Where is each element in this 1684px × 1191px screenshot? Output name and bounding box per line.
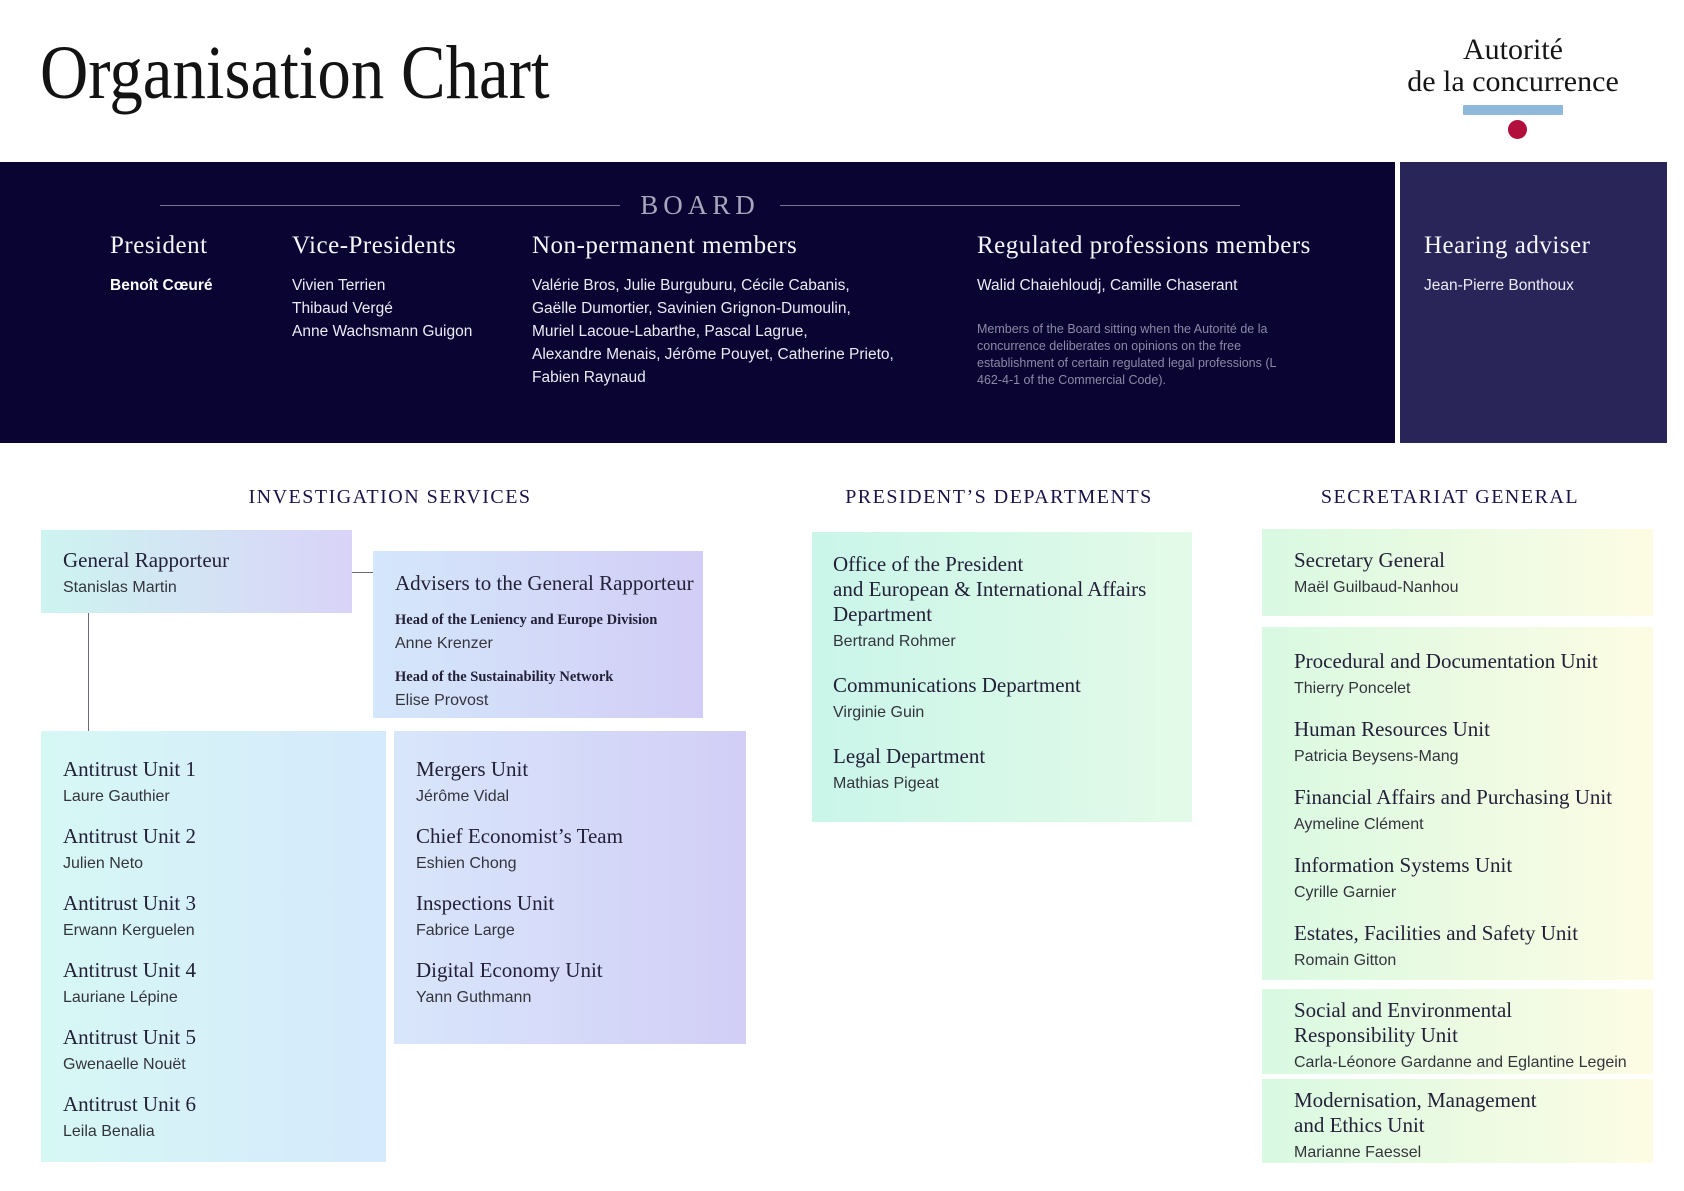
unit-head-name: Aymeline Clément [1294,816,1424,833]
advisers-box [373,551,703,718]
department-title: Communications Department [833,673,1081,697]
department-title: Legal Department [833,744,986,768]
title-line: and European & International Affairs [833,577,1147,601]
unit-head-name: Cyrille Garnier [1294,884,1397,901]
member-name: Muriel Lacoue-Labarthe, Pascal Lagrue, [532,323,808,340]
logo-dot-icon [1508,120,1527,139]
unit-entry [416,958,746,1007]
department-entry [833,552,1174,651]
member-name: Gaëlle Dumortier, Savinien Grignon-Dumoulin, [532,300,851,317]
section-header-investigation-services: INVESTIGATION SERVICES [248,486,532,508]
unit-title: Antitrust Unit 5 [63,1025,197,1049]
other-units-box [394,731,746,1044]
section-header-presidents-departments: PRESIDENT’S DEPARTMENTS [845,486,1153,508]
title-line: Office of the President [833,552,1024,576]
member-name: Walid Chaiehloudj, Camille Chaserant [977,277,1238,294]
board-column-non-permanent [532,232,894,389]
board-rule-left [160,205,620,206]
board-label: BOARD [640,190,760,220]
title-line: and Ethics Unit [1294,1113,1425,1137]
board-column-president [110,232,212,297]
unit-title: Antitrust Unit 1 [63,757,197,781]
member-name: Alexandre Menais, Jérôme Pouyet, Catherine Prieto, [532,346,894,363]
department-head-name: Virginie Guin [833,704,925,721]
unit-title: Antitrust Unit 6 [63,1092,197,1116]
column-heading: Hearing adviser [1424,232,1591,259]
unit-head-name: Thierry Poncelet [1294,680,1411,697]
member-name: Anne Wachsmann Guigon [292,323,473,340]
unit-entry [1294,921,1653,970]
role-title: Head of the Leniency and Europe Division [395,612,658,628]
department-head-name: Bertrand Rohmer [833,633,956,650]
unit-head-name: Patricia Beysens-Mang [1294,748,1459,765]
regulated-professions-note: Members of the Board sitting when the Autorité de la concurrence deliberates on opinions on the free establishment of certain regulated legal professions (L 462-4-1 of the Commercial Code). [977,322,1277,387]
column-heading: Non-permanent members [532,232,798,259]
unit-title [1294,998,1653,1048]
unit-head-name: Anne Krenzer [395,635,493,652]
adviser-role [395,612,703,653]
column-names [110,274,212,297]
unit-title: General Rapporteur [63,548,230,572]
title-line: Social and Environmental [1294,998,1513,1022]
unit-entry [1294,717,1653,766]
unit-head-name: Maël Guilbaud-Nanhou [1294,579,1459,596]
unit-entry [416,824,746,873]
page-title: Organisation Chart [40,31,550,115]
unit-head-name: Leila Benalia [63,1123,155,1140]
department-head-name: Mathias Pigeat [833,775,939,792]
unit-head-name: Lauriane Lépine [63,989,178,1006]
title-line: Responsibility Unit [1294,1023,1458,1047]
adviser-role [395,669,703,710]
unit-entry [63,757,386,806]
unit-head-name: Julien Neto [63,855,144,872]
unit-entry [63,958,386,1007]
presidents-departments-box [812,532,1192,822]
unit-head-name: Laure Gauthier [63,788,170,805]
hearing-adviser-content [1424,232,1590,297]
unit-title: Procedural and Documentation Unit [1294,649,1598,673]
connector-rapporteur-advisers [352,572,373,573]
unit-entry [1294,785,1653,834]
member-name: Thibaud Vergé [292,300,393,317]
unit-title: Human Resources Unit [1294,717,1490,741]
unit-title: Financial Affairs and Purchasing Unit [1294,785,1613,809]
column-names [1424,274,1590,297]
unit-head-name: Marianne Faessel [1294,1144,1422,1161]
column-names [292,274,472,343]
member-name: Valérie Bros, Julie Burguburu, Cécile Cabanis, [532,277,850,294]
title-line: Department [833,602,933,626]
antitrust-units-box [41,731,386,1162]
unit-head-name: Eshien Chong [416,855,517,872]
general-rapporteur-box [41,530,352,613]
unit-entry [63,891,386,940]
unit-title: Chief Economist’s Team [416,824,623,848]
logo-line1: Autorité [1463,33,1563,66]
column-heading: Vice-Presidents [292,232,457,259]
unit-title: Secretary General [1294,548,1445,572]
role-title: Head of the Sustainability Network [395,669,614,685]
unit-entry [1294,649,1653,698]
unit-entry [63,1025,386,1074]
unit-head-name: Gwenaelle Nouët [63,1056,186,1073]
title-line: Modernisation, Management [1294,1088,1537,1112]
secretary-general-box [1262,529,1653,616]
unit-entry [63,1092,386,1141]
section-header-secretariat-general: SECRETARIAT GENERAL [1320,486,1580,508]
unit-title: Estates, Facilities and Safety Unit [1294,921,1579,945]
unit-head-name: Stanislas Martin [63,579,177,596]
member-name: Benoît Cœuré [110,277,213,294]
unit-entry [416,891,746,940]
unit-entry [1294,853,1653,902]
connector-rapporteur-units [88,613,89,731]
unit-head-name: Erwann Kerguelen [63,922,195,939]
unit-head-name: Fabrice Large [416,922,515,939]
social-environmental-box [1262,989,1653,1074]
department-entry [833,744,1174,793]
board-band [0,162,1395,443]
unit-title: Digital Economy Unit [416,958,603,982]
unit-head-name: Yann Guthmann [416,989,532,1006]
unit-title: Antitrust Unit 3 [63,891,197,915]
board-column-vice-presidents [292,232,472,343]
board-rule-right [780,205,1240,206]
secretariat-units-box [1262,627,1653,980]
column-names [977,274,1311,297]
column-heading: President [110,232,208,259]
autorite-concurrence-logo [1398,34,1628,139]
unit-head-name: Romain Gitton [1294,952,1397,969]
logo-bar-icon [1463,105,1563,115]
hearing-adviser-box [1400,162,1667,443]
unit-entry [63,824,386,873]
unit-entry [416,757,746,806]
board-label-row [160,190,1240,221]
unit-title: Antitrust Unit 4 [63,958,197,982]
column-names [532,274,894,389]
member-name: Fabien Raynaud [532,369,646,386]
column-heading: Regulated professions members [977,232,1311,259]
unit-title: Antitrust Unit 2 [63,824,197,848]
modernisation-ethics-box [1262,1079,1653,1163]
unit-head-name: Carla-Léonore Gardanne and Eglantine Legein [1294,1054,1627,1071]
member-name: Jean-Pierre Bonthoux [1424,277,1574,294]
unit-title: Advisers to the General Rapporteur [395,571,694,595]
unit-title: Inspections Unit [416,891,555,915]
department-title [833,552,1174,627]
member-name: Vivien Terrien [292,277,386,294]
board-column-regulated-professions [977,232,1311,389]
unit-head-name: Jérôme Vidal [416,788,510,805]
department-entry [833,673,1174,722]
logo-line2: de la concurrence [1407,65,1619,98]
unit-title [1294,1088,1653,1138]
unit-title: Information Systems Unit [1294,853,1513,877]
unit-title: Mergers Unit [416,757,529,781]
unit-head-name: Elise Provost [395,692,489,709]
